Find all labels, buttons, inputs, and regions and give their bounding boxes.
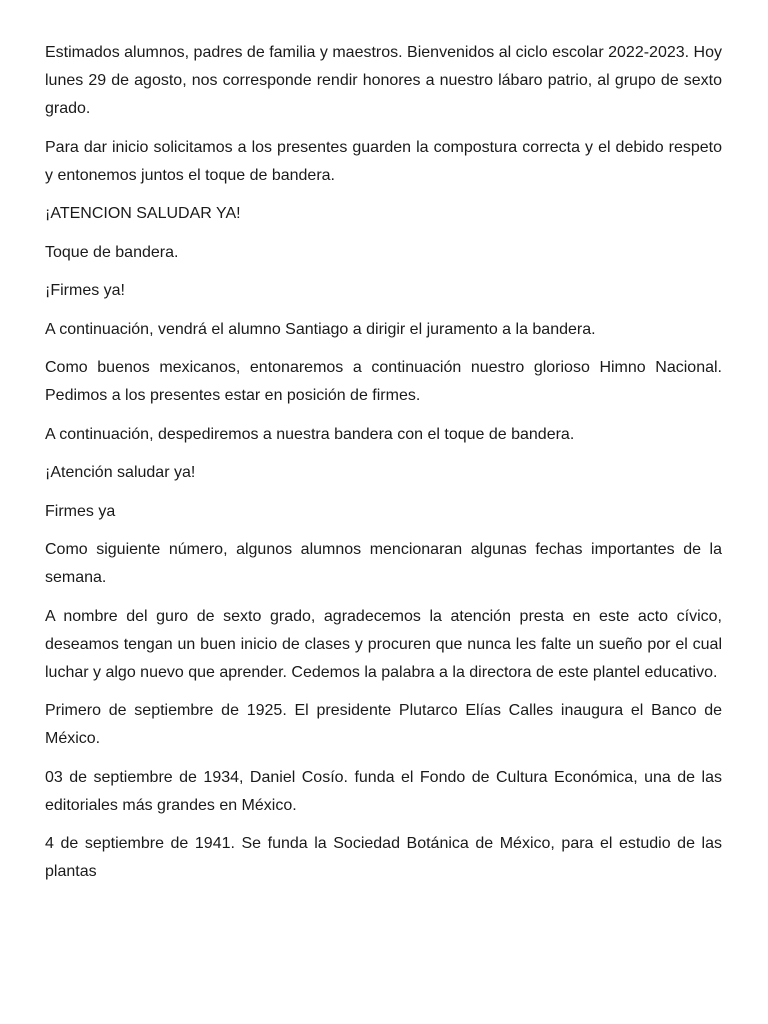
paragraph-opening: Para dar inicio solicitamos a los presentes guarden la compostura correcta y el debido respeto y entonemos juntos el toque de bandera.: [45, 138, 722, 184]
paragraph-command-attention: ¡ATENCION SALUDAR YA!: [45, 205, 241, 222]
paragraph-anthem: Como buenos mexicanos, entonaremos a continuación nuestro glorioso Himno Nacional. Pedimos a los presentes estar en posición de firmes.: [45, 359, 722, 404]
paragraph-command-firm: ¡Firmes ya!: [45, 282, 125, 299]
paragraph-flag-call: Toque de bandera.: [45, 243, 179, 261]
paragraph-oath: A continuación, vendrá el alumno Santiago a dirigir el juramento a la bandera.: [45, 320, 596, 338]
paragraph-welcome: Estimados alumnos, padres de familia y maestros. Bienvenidos al ciclo escolar 2022-2023. Hoy lunes 29 de agosto, nos corresponde rendir honores a nuestro lábaro patrio, al grupo de sexto grado.: [45, 44, 722, 117]
paragraph-closing: A nombre del guro de sexto grado, agradecemos la atención presta en este acto cívico, deseamos tengan un buen inicio de clases y procuren que nunca les falte un sueño por el cual luchar y algo nuevo que aprender. Cedemos la palabra a la directora de este plantel educativo.: [45, 607, 722, 681]
paragraph-date-1941: 4 de septiembre de 1941. Se funda la Sociedad Botánica de México, para el estudio de las plantas: [45, 835, 722, 880]
paragraph-command-firm-2: Firmes ya: [45, 502, 116, 520]
paragraph-dates-intro: Como siguiente número, algunos alumnos mencionaran algunas fechas importantes de la semana.: [45, 541, 722, 586]
paragraph-command-salute: ¡Atención saludar ya!: [45, 464, 196, 481]
paragraph-farewell-flag: A continuación, despediremos a nuestra bandera con el toque de bandera.: [45, 425, 575, 443]
paragraph-date-1925: Primero de septiembre de 1925. El presidente Plutarco Elías Calles inaugura el Banco de México.: [45, 702, 722, 747]
paragraph-date-1934: 03 de septiembre de 1934, Daniel Cosío. funda el Fondo de Cultura Económica, una de las editoriales más grandes en México.: [45, 768, 722, 814]
